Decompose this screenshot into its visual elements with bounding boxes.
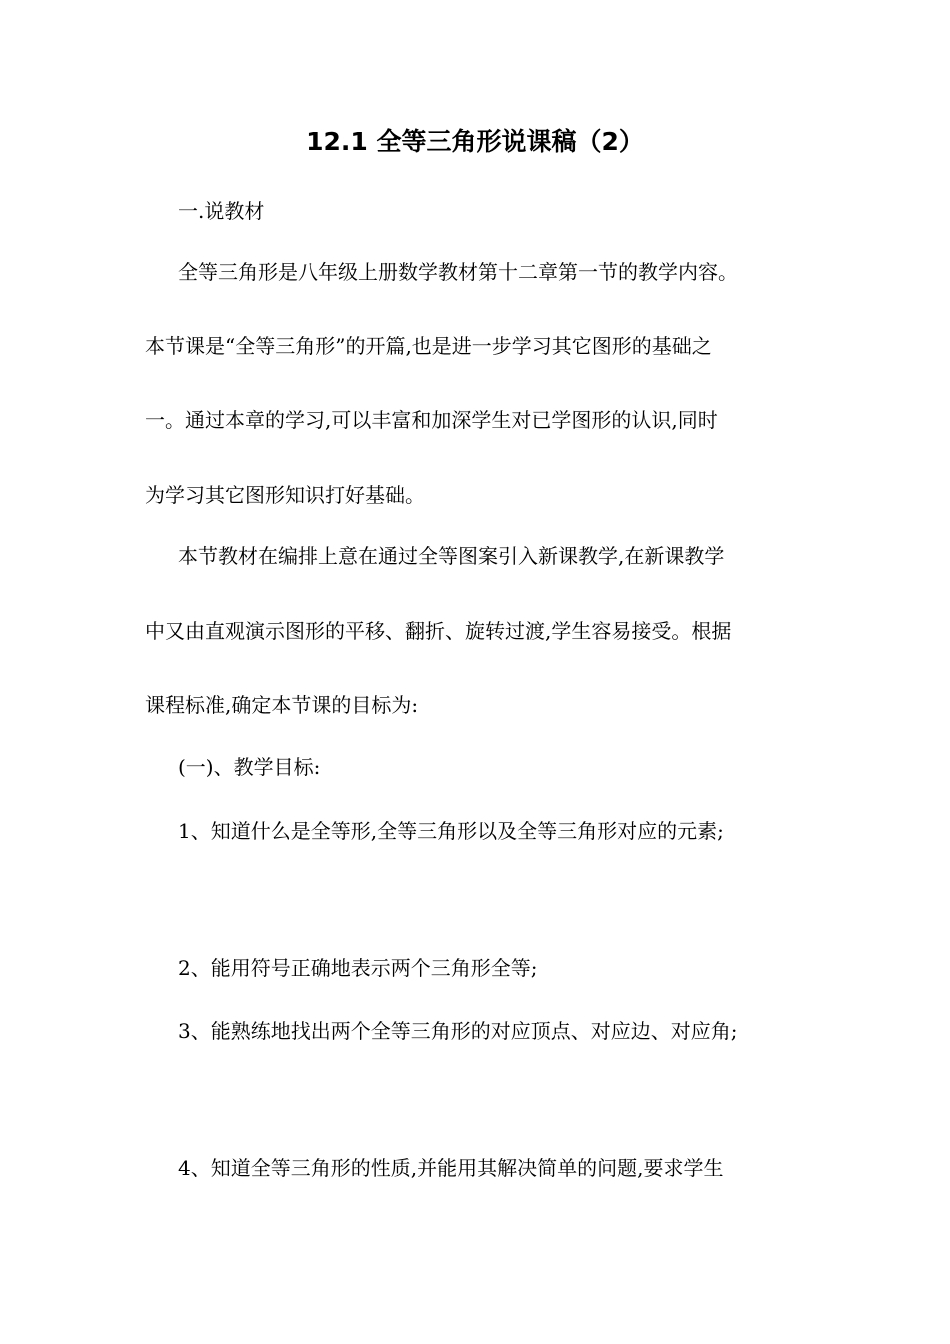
- section-heading: 一.说教材: [178, 199, 265, 223]
- paragraph-line: 一。通过本章的学习,可以丰富和加深学生对已学图形的认识,同时: [145, 408, 718, 432]
- objective-item: 3、能熟练地找出两个全等三角形的对应顶点、对应边、对应角;: [178, 1019, 738, 1043]
- objective-item: 2、能用符号正确地表示两个三角形全等;: [178, 956, 538, 980]
- objective-item: 1、知道什么是全等形,全等三角形以及全等三角形对应的元素;: [178, 819, 724, 843]
- objective-item: 4、知道全等三角形的性质,并能用其解决简单的问题,要求学生: [178, 1156, 724, 1180]
- paragraph-line: 本节教材在编排上意在通过全等图案引入新课教学,在新课教学: [178, 544, 725, 568]
- paragraph-line: 全等三角形是八年级上册数学教材第十二章第一节的教学内容。: [178, 260, 738, 284]
- paragraph-line: 为学习其它图形知识打好基础。: [145, 483, 425, 507]
- objectives-heading: (一)、教学目标:: [178, 755, 321, 779]
- paragraph-line: 课程标准,确定本节课的目标为:: [145, 693, 419, 717]
- paragraph-line: 中又由直观演示图形的平移、翻折、旋转过渡,学生容易接受。根据: [145, 619, 732, 643]
- document-title: 12.1 全等三角形说课稿（2）: [306, 127, 644, 156]
- paragraph-line: 本节课是“全等三角形”的开篇,也是进一步学习其它图形的基础之: [145, 334, 712, 358]
